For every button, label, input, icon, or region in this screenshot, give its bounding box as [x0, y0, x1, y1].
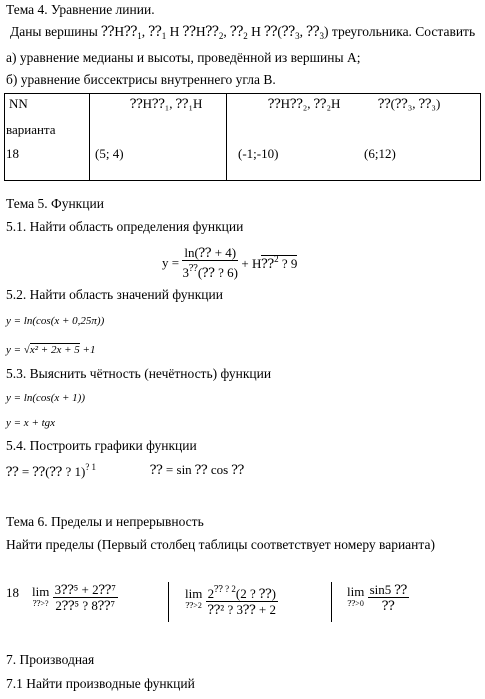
topic4-intro-a: Даны вершины	[10, 24, 98, 39]
formula-5-4b: ⁇ = sin ⁇ cos ⁇	[150, 462, 245, 477]
table-value-c: (6;12)	[364, 146, 396, 161]
limits-divider-1	[168, 582, 169, 622]
limit-1: lim ⁇>? $\frac{\text{3⁇⁵ + 2⁇⁷}}{\text{2⁇⁵ ? 8⁇⁷}}$	[32, 582, 116, 613]
topic4-task-a: а) уравнение медианы и высоты, проведённой из вершины А;	[6, 50, 361, 65]
vertex-a: $⁇H⁇_1$, $⁇_1$ H $⁇H⁇_2$, $⁇_2$ H $⁇(⁇_3$, $⁇_3$)	[101, 24, 329, 41]
topic5-q2: 5.2. Найти область значений функции	[6, 287, 223, 302]
table-header-col1: ⁇H⁇₁, ⁇₁H	[130, 96, 203, 111]
table-header-variant: варианта	[6, 122, 56, 137]
topic4-intro	[10, 24, 475, 44]
limits-variant-number: 18	[6, 585, 19, 600]
table-cell-col2	[227, 94, 481, 181]
topic7-title: 7. Производная	[6, 652, 95, 667]
limit-2: lim ⁇>2 $\frac{2^{⁇ ? 2}(2 ? ⁇)}{\text{⁇² ? 3⁇ + 2}}$	[185, 584, 276, 617]
table-variant-number: 18	[6, 146, 19, 161]
table-value-b: (-1;-10)	[238, 146, 279, 161]
formula-5-4a: ⁇ = ⁇(⁇ ? 1)$^{? 1}$	[6, 462, 97, 479]
formula-5-2b: y = √x² + 2x + 5 +1	[6, 344, 96, 356]
table-header-col3: ⁇(⁇₃, ⁇₃)	[378, 96, 441, 111]
formula-5-2a: y = ln(cos(x + 0,25π))	[6, 315, 105, 327]
topic5-q4: 5.4. Построить графики функции	[6, 438, 197, 453]
limits-divider-2	[331, 582, 332, 622]
topic7-q1: 7.1 Найти производные функций	[6, 676, 195, 691]
limit-3: lim ⁇>0 $\frac{\sin 5 ⁇}{⁇}$	[347, 582, 408, 613]
topic5-title: Тема 5. Функции	[6, 196, 104, 211]
topic5-q3: 5.3. Выяснить чётность (нечётность) функции	[6, 366, 272, 381]
topic4-task-b: б) уравнение биссектрисы внутреннего угла В.	[6, 72, 276, 87]
table-header-col2: ⁇H⁇₂, ⁇₂H	[268, 96, 341, 111]
topic6-task: Найти пределы (Первый столбец таблицы соответствует номеру варианта)	[6, 537, 435, 552]
topic4-intro-b: треугольника. Составить	[331, 24, 476, 39]
table-value-a: (5; 4)	[95, 146, 124, 161]
topic6-title: Тема 6. Пределы и непрерывность	[6, 514, 204, 529]
formula-5-1: y = $\frac{\ln(⁇ + 4)}{3^⁇(⁇ ? 6)}$ + H⁇$^2$ ? 9	[162, 245, 298, 280]
topic5-q1: 5.1. Найти область определения функции	[6, 219, 244, 234]
topic4-title: Тема 4. Уравнение линии.	[6, 2, 155, 17]
formula-5-3a: y = ln(cos(x + 1))	[6, 392, 85, 404]
formula-5-3b: y = x + tgx	[6, 417, 56, 429]
table-header-nn: NN	[9, 96, 28, 111]
